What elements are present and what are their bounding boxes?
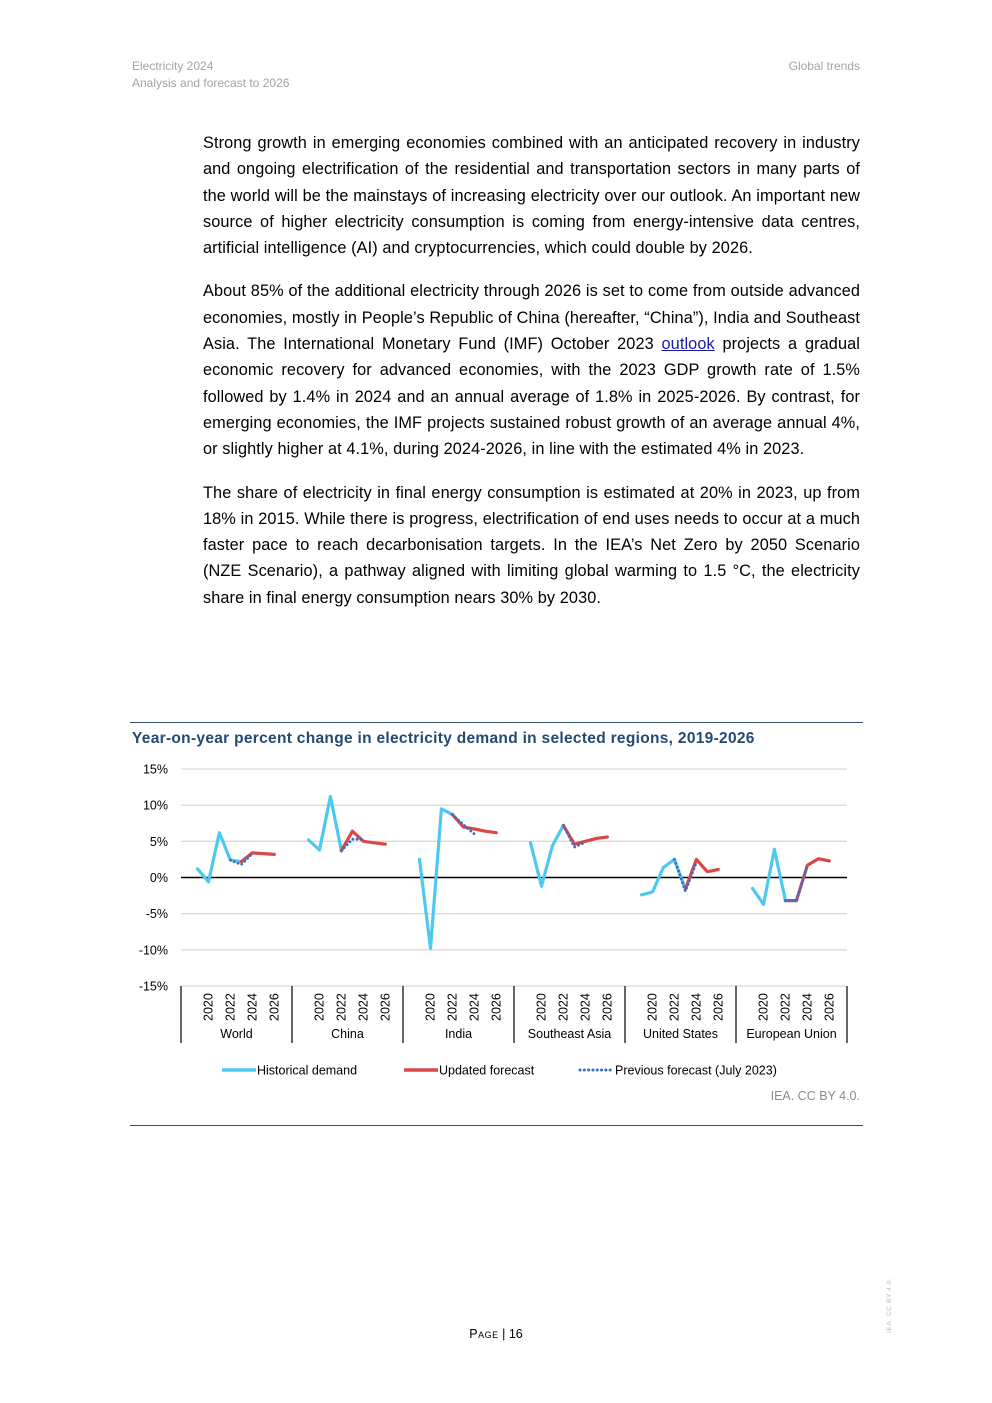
legend-updated-label: Updated forecast (439, 1063, 535, 1078)
x-tick-label: 2024 (245, 993, 260, 1021)
x-tick-label: 2022 (667, 993, 682, 1021)
updated-forecast-line (241, 853, 274, 862)
paragraph-2-start: About 85% of the additional electricity through 2026 is set to come from outside advanced economies, mostly in People’s Republic of China (hereafter, “China”), India and Southeast Asia. The International Monetary Fund (IMF) October 2023 (203, 282, 860, 354)
x-tick-label: 2022 (778, 993, 793, 1021)
paragraph-2-end: projects a gradual economic recovery for advanced economies, with the 2023 GDP growth rate of 1.5% followed by 1.4% in 2024 and an annual average of 1.8% in 2025-2026. By contrast, for emerging economies, the IMF projects sustained robust growth of an average annual 4%, or slightly higher at 4.1%, during 2024-2026, in line with the estimated 4% in 2023. (203, 335, 860, 459)
region-label: India (444, 1027, 473, 1041)
paragraph-3: The share of electricity in final energy consumption is estimated at 20% in 2023, up from 18% in 2015. While there is progress, electrification of end uses needs to occur at a much faster pace to reach decarbonisation targets. In the IEA’s Net Zero by 2050 Scenario (NZE Scenario), a pathway aligned with limiting global warming to 1.5 °C, the electricity share in final energy consumption nears 30% by 2030. (203, 483, 860, 607)
x-tick-label: 2020 (423, 993, 438, 1021)
x-tick-label: 2022 (223, 993, 238, 1021)
x-tick-label: 2024 (467, 993, 482, 1021)
x-tick-label: 2026 (378, 993, 393, 1021)
x-tick-label: 2026 (489, 993, 504, 1021)
page-number: Page | 16 (469, 1327, 523, 1341)
x-tick-label: 2020 (201, 993, 216, 1021)
updated-forecast-line (452, 815, 496, 833)
x-tick-label: 2024 (578, 993, 593, 1021)
legend-historical-label: Historical demand (257, 1063, 358, 1078)
figure-title: Year-on-year percent change in electricity demand in selected regions, 2019-2026 (132, 730, 755, 747)
y-tick-label: -5% (145, 907, 168, 922)
section-title: Global trends (788, 59, 860, 73)
figure-top-rule (130, 722, 863, 723)
report-title: Electricity 2024 (132, 59, 214, 73)
region-label: European Union (746, 1027, 837, 1041)
report-subtitle: Analysis and forecast to 2026 (132, 76, 290, 90)
y-tick-label: -10% (138, 943, 168, 958)
paragraph-1: Strong growth in emerging economies combined with an anticipated recovery in industry and ongoing electrification of the residential and transportation sectors in many parts of the world will be the mainstays of increasing electricity over our outlook. An important new source of higher electricity consumption is coming from energy-intensive data centres, artificial intelligence (AI) and cryptocurrencies, which could double by 2026. (203, 134, 860, 258)
y-tick-label: -15% (138, 979, 168, 994)
updated-forecast-line (785, 859, 829, 901)
x-tick-label: 2026 (600, 993, 615, 1021)
x-tick-label: 2022 (556, 993, 571, 1021)
x-tick-label: 2020 (756, 993, 771, 1021)
historical-demand-line (420, 809, 453, 949)
x-tick-label: 2026 (267, 993, 282, 1021)
region-label: Southeast Asia (527, 1027, 612, 1041)
region-label: United States (642, 1027, 719, 1041)
side-credit: IEA. CC BY 4.0. (886, 1277, 893, 1333)
page-number-value: 16 (508, 1327, 523, 1341)
y-tick-label: 15% (142, 762, 168, 777)
updated-forecast-line (685, 859, 718, 889)
demand-change-chart (100, 755, 880, 1090)
page-label: Page (469, 1327, 499, 1341)
region-label: World (220, 1027, 253, 1041)
y-tick-label: 0% (149, 871, 168, 885)
figure-credit: IEA. CC BY 4.0. (770, 1089, 860, 1103)
x-tick-label: 2026 (822, 993, 837, 1021)
historical-demand-line (753, 849, 786, 904)
legend-previous-label: Previous forecast (July 2023) (615, 1063, 777, 1078)
x-tick-label: 2020 (534, 993, 549, 1021)
figure-bottom-rule (130, 1125, 863, 1126)
previous-forecast-line (452, 815, 474, 835)
x-tick-label: 2024 (356, 993, 371, 1021)
region-label: China (331, 1027, 364, 1041)
x-tick-label: 2024 (800, 993, 815, 1021)
historical-demand-line (198, 833, 242, 882)
x-tick-label: 2020 (645, 993, 660, 1021)
paragraph-2 (203, 278, 860, 462)
x-tick-label: 2026 (711, 993, 726, 1021)
x-tick-label: 2020 (312, 993, 327, 1021)
body-text (203, 130, 860, 628)
x-tick-label: 2022 (334, 993, 349, 1021)
x-tick-label: 2022 (445, 993, 460, 1021)
imf-outlook-link[interactable]: outlook (661, 335, 715, 354)
y-tick-label: 10% (142, 798, 168, 813)
y-tick-label: 5% (149, 834, 168, 849)
x-tick-label: 2024 (689, 993, 704, 1021)
report-header (132, 58, 289, 92)
